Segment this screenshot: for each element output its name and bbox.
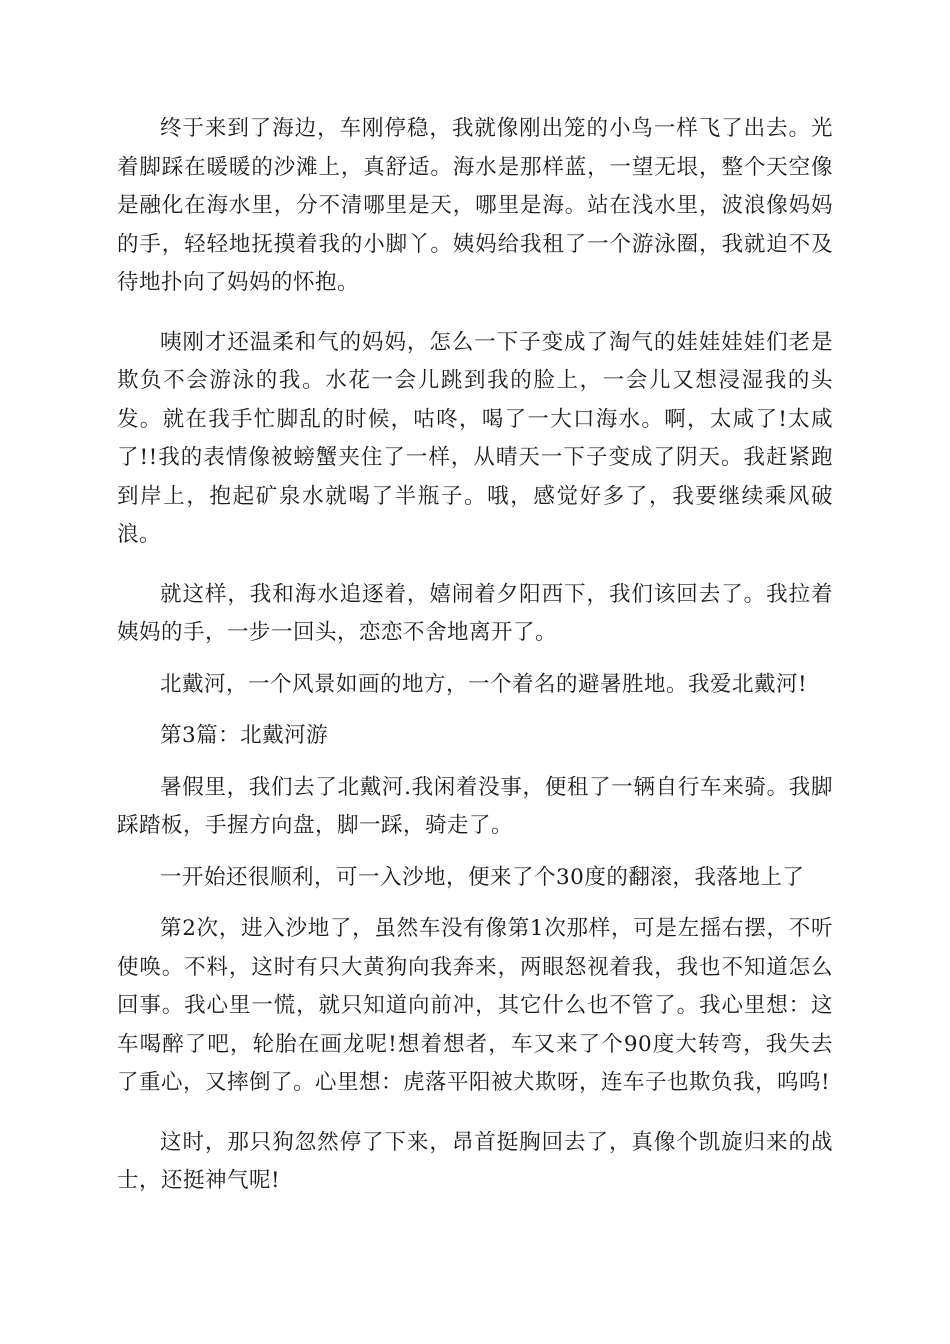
- paragraph-beach-arrival: 终于来到了海边，车刚停稳，我就像刚出笼的小鸟一样飞了出去。光着脚踩在暖暖的沙滩上，真舒适。海水是那样蓝，一望无垠，整个天空像是融化在海水里，分不清哪里是天，哪里是海。站在浅水里，波浪像妈妈的手，轻轻地抚摸着我的小脚丫。姨妈给我租了一个游泳圈，我就迫不及待地扑向了妈妈的怀抱。: [117, 116, 833, 295]
- paragraph-sea-waves: 咦刚才还温柔和气的妈妈，怎么一下子变成了淘气的娃娃娃娃们老是欺负不会游泳的我。水花一会儿跳到我的脸上，一会儿又想浸湿我的头发。就在我手忙脚乱的时候，咕咚，喝了一大口海水。啊，太咸了!太咸了!!我的表情像被螃蟹夹住了一样，从晴天一下子变成了阴天。我赶紧跑到岸上，抱起矿泉水就喝了半瓶子。哦，感觉好多了，我要继续乘风破浪。: [117, 329, 833, 547]
- paragraph-first-fall: 一开始还很顺利，可一入沙地，便来了个30度的翻滚，我落地上了: [160, 864, 805, 890]
- paragraph-bike-rental: 暑假里，我们去了北戴河.我闲着没事，便租了一辆自行车来骑。我脚踩踏板，手握方向盘，脚一踩，骑走了。: [117, 774, 833, 838]
- section-heading: 第3篇：北戴河游: [160, 723, 329, 748]
- paragraph-dog-returns: 这时，那只狗忽然停了下来，昂首挺胸回去了，真像个凯旋归来的战士，还挺神气呢!: [117, 1129, 833, 1193]
- paragraph-second-try: 第2次，进入沙地了，虽然车没有像第1次那样，可是左摇右摆，不听使唤。不料，这时有只大黄狗向我奔来，两眼怒视着我，我也不知道怎么回事。我心里一慌，就只知道向前冲，其它什么也不管了。我心里想：这车喝醉了吧，轮胎在画龙呢!想着想者，车又来了个90度大转弯，我失去了重心，又摔倒了。心里想：虎落平阳被犬欺呀，连车子也欺负我，呜呜!: [117, 916, 833, 1095]
- document-body: [117, 110, 833, 1222]
- paragraph-love-beidaihe: 北戴河，一个风景如画的地方，一个着名的避暑胜地。我爱北戴河!: [160, 671, 808, 697]
- paragraph-sunset: 就这样，我和海水追逐着，嬉闹着夕阳西下，我们该回去了。我拉着姨妈的手，一步一回头，恋恋不舍地离开了。: [117, 581, 833, 645]
